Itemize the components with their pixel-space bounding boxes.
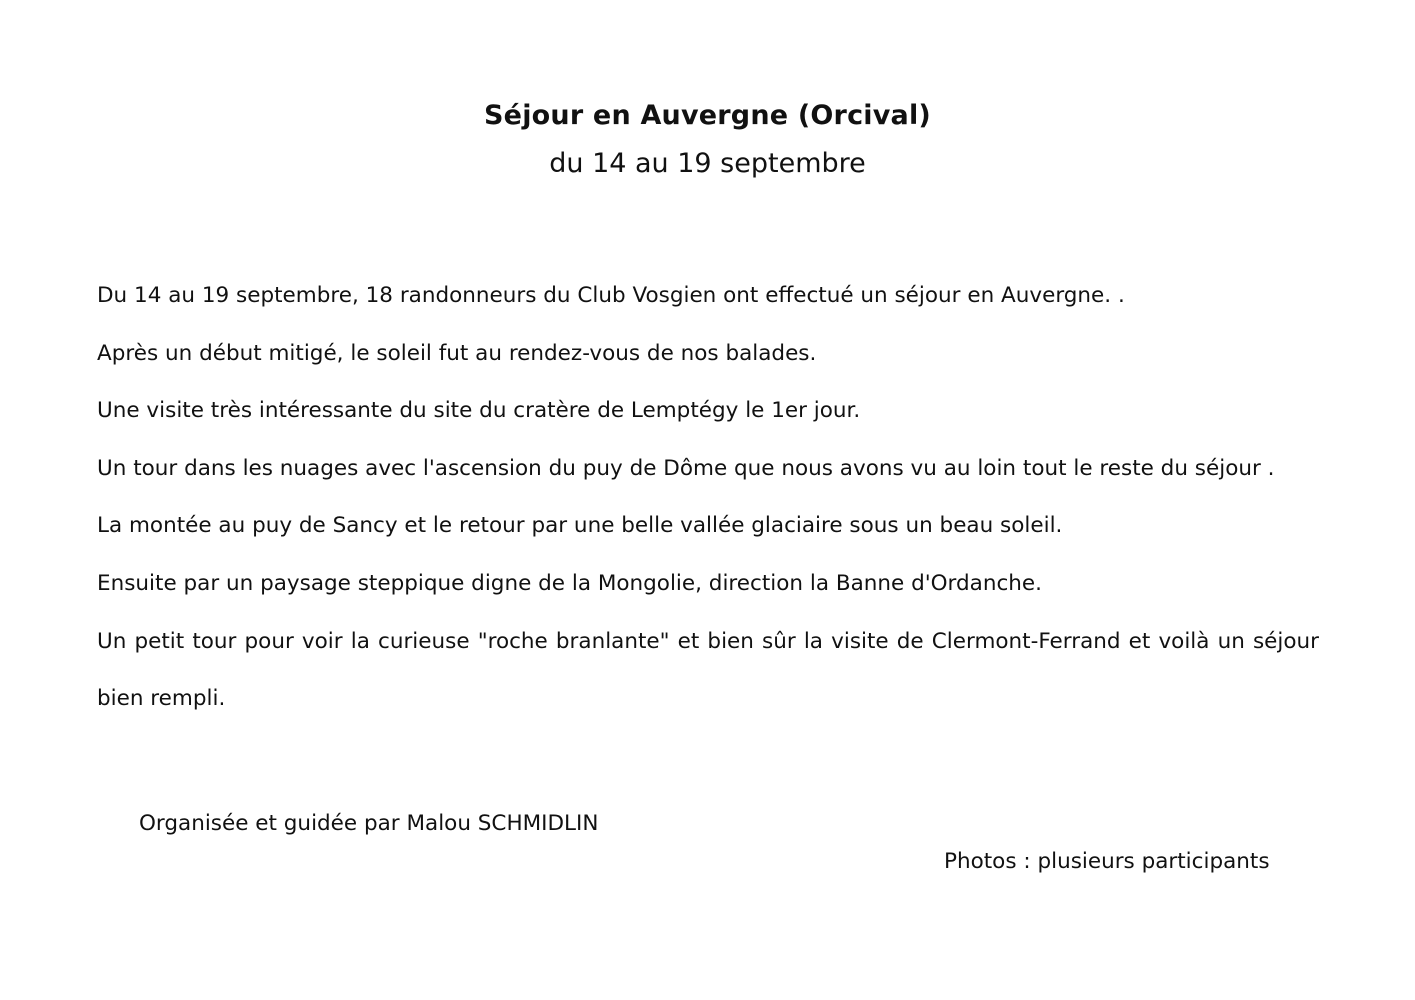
paragraph: La montée au puy de Sancy et le retour par une belle vallée glaciaire sous un beau soleil. xyxy=(97,513,1063,539)
paragraph: Ensuite par un paysage steppique digne de la Mongolie, direction la Banne d'Ordanche. xyxy=(97,570,1042,596)
page-subtitle: du 14 au 19 septembre xyxy=(549,148,866,179)
paragraph: Une visite très intéressante du site du cratère de Lemptégy le 1er jour. xyxy=(97,398,861,424)
paragraph: Un petit tour pour voir la curieuse "roche branlante" et bien sûr la visite de Clermont-Ferrand et voilà un séjour bien rempli. xyxy=(97,628,1319,712)
organizer-credit: Organisée et guidée par Malou SCHMIDLIN xyxy=(139,811,599,836)
paragraph: Du 14 au 19 septembre, 18 randonneurs du Club Vosgien ont effectué un séjour en Auvergne. . xyxy=(97,283,1125,308)
paragraph: Un tour dans les nuages avec l'ascension du puy de Dôme que nous avons vu au loin tout le reste du séjour . xyxy=(97,455,1275,481)
body-text xyxy=(97,267,1319,728)
page-title: Séjour en Auvergne (Orcival) xyxy=(484,100,931,131)
paragraph: Après un début mitigé, le soleil fut au rendez-vous de nos balades. xyxy=(97,340,817,366)
photos-credit: Photos : plusieurs participants xyxy=(944,849,1270,874)
